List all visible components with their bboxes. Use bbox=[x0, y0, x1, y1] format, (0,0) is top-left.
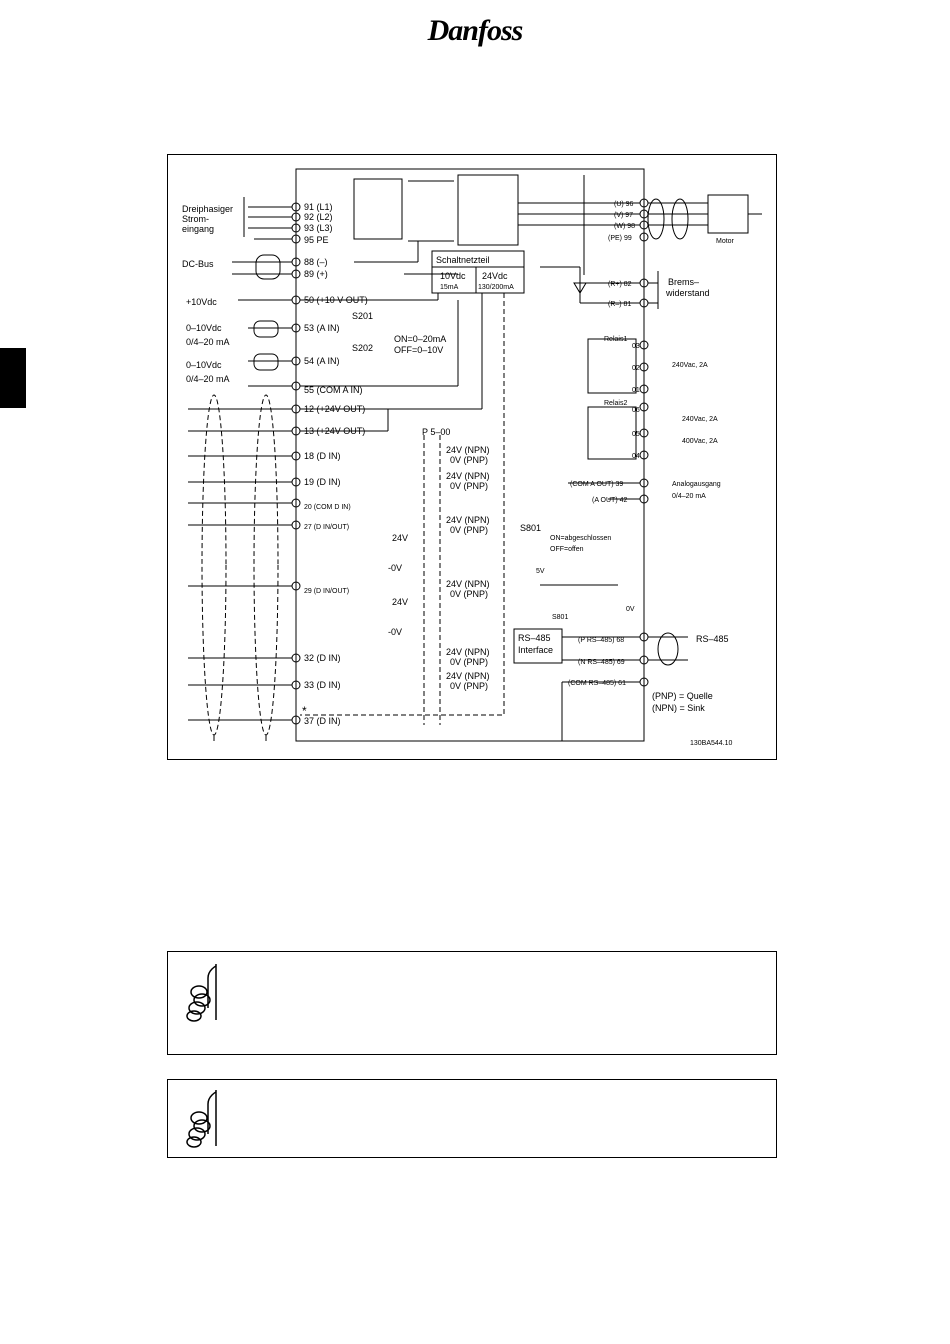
left-label-ai53a: 0–10Vdc bbox=[186, 323, 222, 333]
power-supply-title: Schaltnetzteil bbox=[436, 255, 490, 265]
left-label-10vdc: +10Vdc bbox=[186, 297, 217, 307]
terminal-97: (V) 97 bbox=[614, 212, 634, 219]
relay1-03: 03 bbox=[632, 343, 640, 350]
wiring-diagram bbox=[167, 154, 777, 760]
v24-29: 24V bbox=[392, 597, 409, 607]
cable-shield-1 bbox=[202, 395, 226, 735]
motor-label: Motor bbox=[716, 238, 734, 245]
npn-27: 24V (NPN) bbox=[446, 515, 490, 525]
s801-0v: 0V bbox=[626, 606, 635, 613]
pnp-19: 0V (PNP) bbox=[450, 481, 489, 491]
terminal-99: (PE) 99 bbox=[608, 235, 632, 242]
npn-29: 24V (NPN) bbox=[446, 579, 490, 589]
note-hand-icon bbox=[182, 960, 232, 1022]
terminal-53: 53 (A IN) bbox=[304, 323, 340, 333]
terminal-88: 88 (–) bbox=[304, 257, 328, 267]
terminal-50: 50 (+10 V OUT) bbox=[304, 295, 368, 305]
terminal-18: 18 (D IN) bbox=[304, 451, 341, 461]
npn-19: 24V (NPN) bbox=[446, 471, 490, 481]
terminal-20: 20 (COM D IN) bbox=[304, 504, 351, 511]
relay2-05: 05 bbox=[632, 431, 640, 438]
terminal-61: (COM RS–485) 61 bbox=[568, 680, 626, 687]
left-label-ai54a: 0–10Vdc bbox=[186, 360, 222, 370]
npn-18: 24V (NPN) bbox=[446, 445, 490, 455]
dc-bus-label: DC-Bus bbox=[182, 259, 214, 269]
analog-out-label-1: Analogausgang bbox=[672, 481, 721, 488]
terminal-42: (A OUT) 42 bbox=[592, 497, 628, 504]
relay2-label: Relais2 bbox=[604, 400, 628, 407]
relay2-rating-1: 240Vac, 2A bbox=[682, 416, 718, 423]
power-supply-130ma: 130/200mA bbox=[478, 284, 514, 291]
terminal-29: 29 (D IN/OUT) bbox=[304, 588, 350, 595]
mains-label-1: Dreiphasiger bbox=[182, 204, 234, 214]
left-label-ai54b: 0/4–20 mA bbox=[186, 374, 230, 384]
pnp-27: 0V (PNP) bbox=[450, 525, 489, 535]
s801-label: S801 bbox=[552, 614, 569, 621]
v0-27: -0V bbox=[388, 563, 403, 573]
switch-s202: S202 bbox=[352, 343, 374, 353]
cable-shield-2 bbox=[254, 395, 278, 735]
terminal-96: (U) 96 bbox=[614, 201, 634, 208]
terminal-95: 95 PE bbox=[304, 235, 329, 245]
relay1-label: Relais1 bbox=[604, 336, 628, 343]
switch-off-desc: OFF=0–10V bbox=[394, 345, 444, 355]
pnp-18: 0V (PNP) bbox=[450, 455, 489, 465]
terminal-92: 92 (L2) bbox=[304, 212, 333, 222]
danfoss-logo bbox=[0, 14, 950, 48]
terminal-13: 13 (+24V OUT) bbox=[304, 426, 366, 436]
terminal-82: (R+) 82 bbox=[608, 281, 632, 288]
relay1-01: 01 bbox=[632, 387, 640, 394]
power-supply-10v: 10Vdc bbox=[440, 271, 466, 281]
relay2-04: 04 bbox=[632, 453, 640, 460]
wiring-diagram-svg bbox=[168, 155, 778, 761]
relay2-06: 06 bbox=[632, 407, 640, 414]
terminal-54: 54 (A IN) bbox=[304, 356, 340, 366]
s801-5v: 5V bbox=[536, 568, 545, 575]
v24-27: 24V bbox=[392, 533, 409, 543]
terminal-89: 89 (+) bbox=[304, 269, 328, 279]
motor-icon bbox=[708, 195, 748, 233]
switch-s201: S201 bbox=[352, 311, 374, 321]
pnp-33: 0V (PNP) bbox=[450, 681, 489, 691]
power-supply-24v: 24Vdc bbox=[482, 271, 508, 281]
chapter-tab-marker bbox=[0, 348, 26, 408]
terminal-93: 93 (L3) bbox=[304, 223, 333, 233]
s801-on-desc: ON=abgeschlossen bbox=[550, 535, 612, 542]
terminal-55: 55 (COM A IN) bbox=[304, 385, 363, 395]
analog-out-label-2: 0/4–20 mA bbox=[672, 493, 706, 500]
terminal-69: (N RS–485) 69 bbox=[578, 659, 625, 666]
terminal-68: (P RS–485) 68 bbox=[578, 637, 625, 644]
rs485-right-label: RS–485 bbox=[696, 634, 729, 644]
terminal-81: (R–) 81 bbox=[608, 301, 632, 308]
note-box-1 bbox=[167, 951, 777, 1055]
brake-label-2: widerstand bbox=[666, 288, 710, 298]
terminal-98: (W) 98 bbox=[614, 223, 635, 230]
legend-pnp: (PNP) = Quelle bbox=[652, 691, 713, 701]
terminal-32: 32 (D IN) bbox=[304, 653, 341, 663]
s801-name: S801 bbox=[520, 523, 542, 533]
note-hand-icon bbox=[182, 1086, 232, 1148]
note-box-2 bbox=[167, 1079, 777, 1158]
relay2-rating-2: 400Vac, 2A bbox=[682, 438, 718, 445]
power-supply-15ma: 15mA bbox=[440, 284, 459, 291]
terminal-12: 12 (+24V OUT) bbox=[304, 404, 366, 414]
pnp-32: 0V (PNP) bbox=[450, 657, 489, 667]
rs485-iface-2: Interface bbox=[518, 645, 554, 655]
relay1-02: 02 bbox=[632, 365, 640, 372]
logo-text: Danfoss bbox=[427, 14, 523, 47]
s801-off-desc: OFF=offen bbox=[550, 546, 584, 553]
legend-npn: (NPN) = Sink bbox=[652, 703, 705, 713]
switch-on-desc: ON=0–20mA bbox=[394, 334, 447, 344]
rs485-iface-1: RS–485 bbox=[518, 633, 551, 643]
terminal-39: (COM A OUT) 39 bbox=[570, 481, 624, 488]
terminal-33: 33 (D IN) bbox=[304, 680, 341, 690]
terminal-37: 37 (D IN) bbox=[304, 716, 341, 726]
mains-label-3: eingang bbox=[182, 224, 215, 234]
brake-label-1: Brems– bbox=[668, 277, 700, 287]
pnp-29: 0V (PNP) bbox=[450, 589, 489, 599]
p500-label: P 5–00 bbox=[422, 427, 451, 437]
v0-29: -0V bbox=[388, 627, 403, 637]
terminal-star: * bbox=[302, 704, 307, 718]
terminal-27: 27 (D IN/OUT) bbox=[304, 524, 350, 531]
left-label-ai53b: 0/4–20 mA bbox=[186, 337, 230, 347]
npn-32: 24V (NPN) bbox=[446, 647, 490, 657]
mains-label-2: Strom- bbox=[182, 214, 209, 224]
terminal-91: 91 (L1) bbox=[304, 202, 333, 212]
terminal-19: 19 (D IN) bbox=[304, 477, 341, 487]
npn-33: 24V (NPN) bbox=[446, 671, 490, 681]
diagram-code: 130BA544.10 bbox=[690, 740, 733, 747]
relay1-rating: 240Vac, 2A bbox=[672, 362, 708, 369]
